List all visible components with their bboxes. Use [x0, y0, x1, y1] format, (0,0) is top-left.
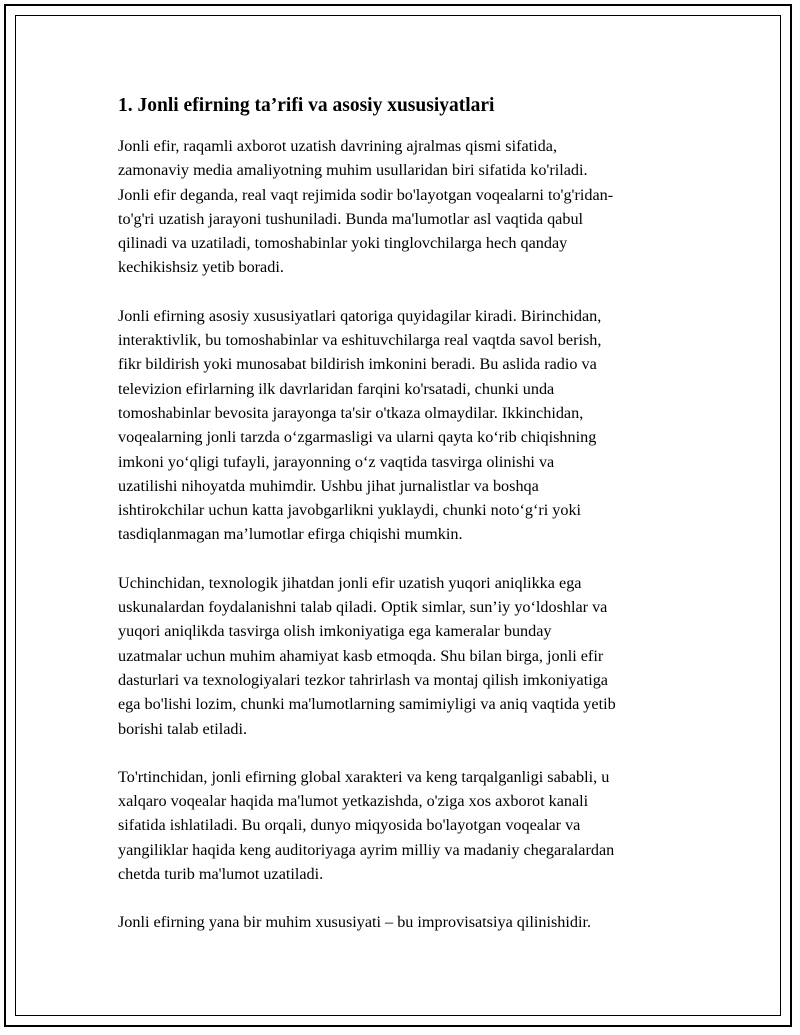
text-line: yuqori aniqlikda tasvirga olish imkoniyatiga ega kameralar bunday	[118, 622, 552, 641]
text-line: dasturlari va texnologiyalari tezkor tahrirlash va montaj qilish imkoniyatiga	[118, 670, 608, 689]
text-line: Uchinchidan, texnologik jihatdan jonli efir uzatish yuqori aniqlikka ega	[118, 573, 582, 592]
paragraph-features	[118, 304, 688, 547]
text-line: fikr bildirish yoki munosabat bildirish imkonini beradi. Bu aslida radio va	[118, 355, 597, 374]
text-line: zamonaviy media amaliyotning muhim usullaridan biri sifatida ko'riladi.	[118, 161, 588, 180]
text-line: borishi talab etiladi.	[118, 719, 248, 738]
text-line: tasdiqlanmagan ma’lumotlar efirga chiqishi mumkin.	[118, 525, 463, 544]
text-line: ega bo'lishi lozim, chunki ma'lumotlarning samimiyligi va aniq vaqtida yetib	[118, 695, 616, 714]
text-line: Jonli efirning yana bir muhim xususiyati – bu improvisatsiya qilinishidir.	[118, 913, 592, 932]
text-line: To'rtinchidan, jonli efirning global xarakteri va keng tarqalganligi sababli, u	[118, 767, 610, 786]
text-line: uzatmalar uchun muhim ahamiyat kasb etmoqda. Shu bilan birga, jonli efir	[118, 646, 604, 665]
section-heading: 1. Jonli efirning ta’rifi va asosiy xususiyatlari	[118, 95, 495, 116]
paragraph-improvisation	[118, 910, 688, 934]
paragraph-definition	[118, 134, 688, 280]
text-line: sifatida ishlatiladi. Bu orqali, dunyo miqyosida bo'layotgan voqealar va	[118, 816, 581, 835]
text-line: uskunalardan foydalanishni talab qiladi. Optik simlar, sun’iy yo‘ldoshlar va	[118, 598, 608, 617]
text-line: Jonli efir, raqamli axborot uzatish davrining ajralmas qismi sifatida,	[118, 137, 557, 155]
text-line: televizion efirlarning ilk davrlaridan farqini ko'rsatadi, chunki unda	[118, 379, 555, 398]
text-line: imkoni yo‘qligi tufayli, jarayonning o‘z vaqtida tasvirga olinishi va	[118, 452, 555, 471]
text-line: qilinadi va uzatiladi, tomoshabinlar yoki tinglovchilarga hech qanday	[118, 234, 568, 253]
text-line: Jonli efir deganda, real vaqt rejimida sodir bo'layotgan voqealarni to'g'ridan-	[118, 185, 614, 204]
text-line: xalqaro voqealar haqida ma'lumot yetkazishda, o'ziga xos axborot kanali	[118, 792, 589, 811]
text-line: kechikishsiz yetib boradi.	[118, 258, 284, 277]
paragraph-technology	[118, 571, 688, 741]
text-line: interaktivlik, bu tomoshabinlar va eshituvchilarga real vaqtda savol berish,	[118, 331, 602, 350]
text-line: Jonli efirning asosiy xususiyatlari qatoriga quyidagilar kiradi. Birinchidan,	[118, 306, 602, 325]
paragraph-global	[118, 765, 688, 886]
text-line: chetda turib ma'lumot uzatiladi.	[118, 865, 324, 884]
document-body	[118, 92, 688, 959]
text-line: to'g'ri uzatish jarayoni tushuniladi. Bunda ma'lumotlar asl vaqtida qabul	[118, 209, 584, 228]
text-line: uzatilishi nihoyatda muhimdir. Ushbu jihat jurnalistlar va boshqa	[118, 476, 539, 495]
text-line: ishtirokchilar uchun katta javobgarlikni yuklaydi, chunki noto‘g‘ri yoki	[118, 501, 582, 520]
text-line: tomoshabinlar bevosita jarayonga ta'sir o'tkaza olmaydilar. Ikkinchidan,	[118, 403, 584, 422]
text-line: voqealarning jonli tarzda o‘zgarmasligi va ularni qayta ko‘rib chiqishning	[118, 428, 597, 447]
text-line: yangiliklar haqida keng auditoriyaga ayrim milliy va madaniy chegaralardan	[118, 840, 615, 859]
